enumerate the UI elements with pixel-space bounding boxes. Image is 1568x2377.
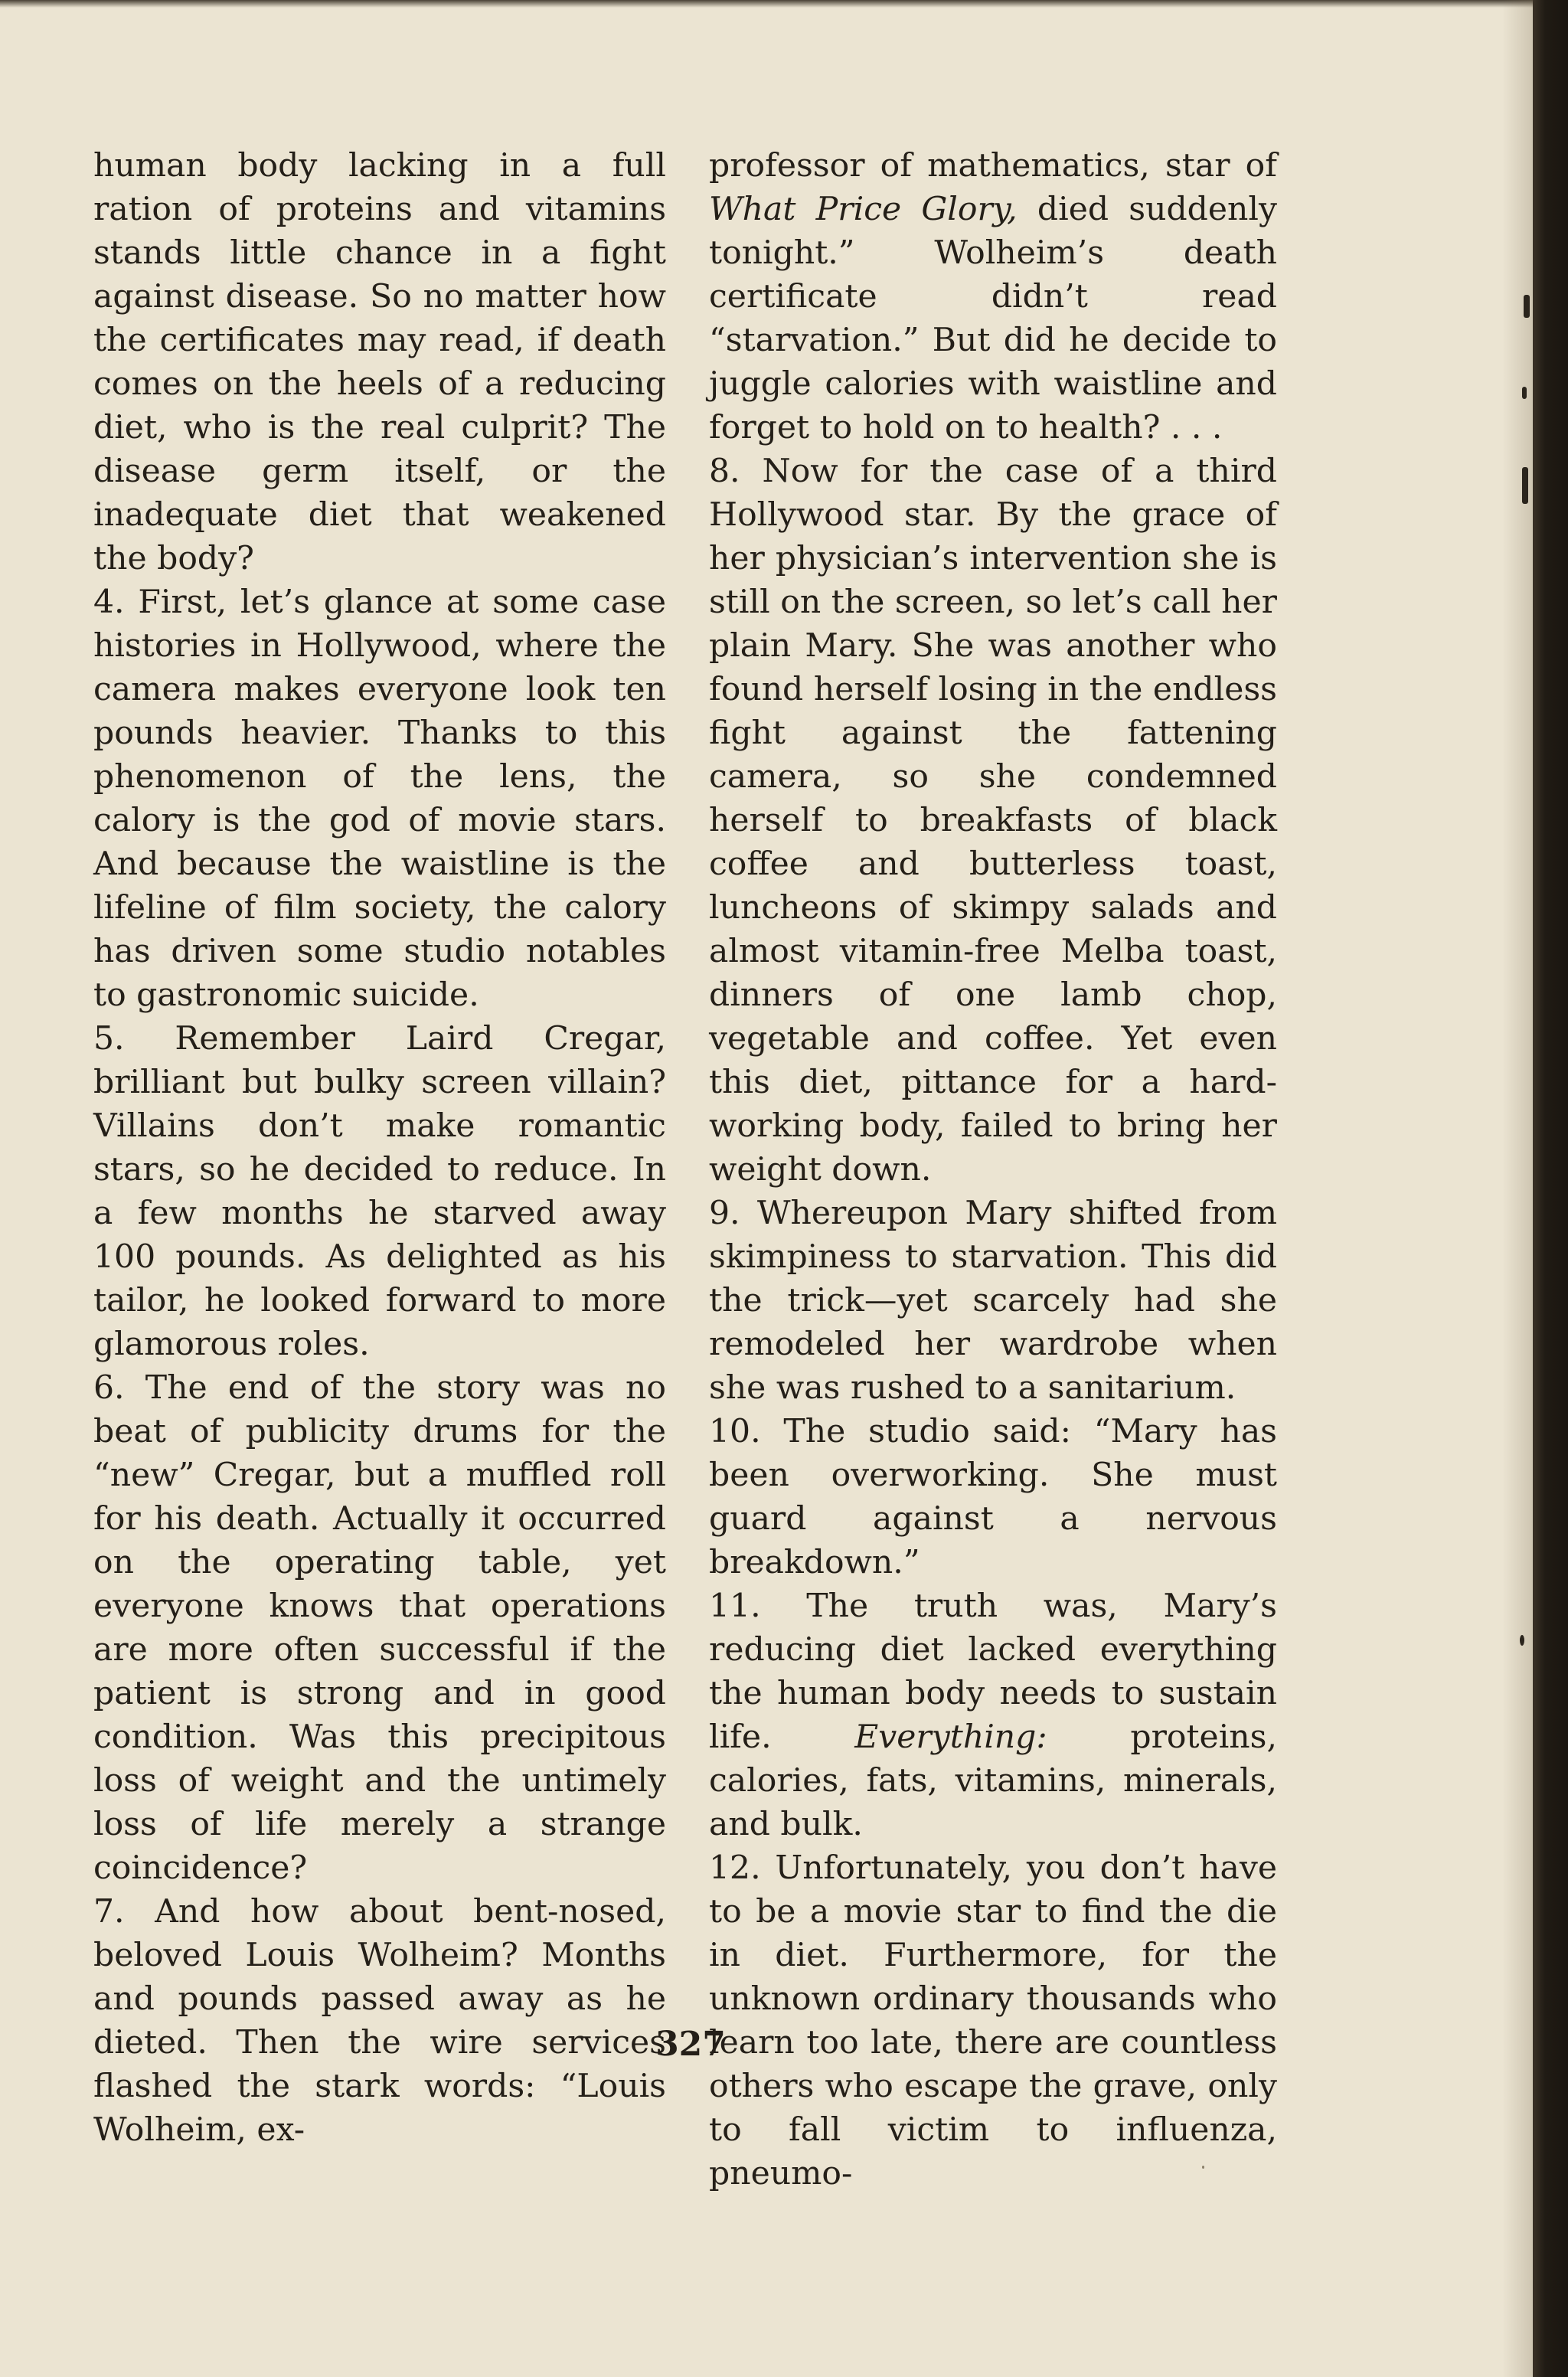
film-title: What Price Glory,: [709, 191, 1018, 228]
paragraph-4: 4. First, let’s glance at some case histories in Hollywood, where the camera makes everyone look ten pounds heavier. Thanks to this phenomenon of the lens, the calory is the god of movie stars. And because the waistline is the lifeline of film society, the calory has driven some studio notables to gastronomic suicide.: [93, 584, 666, 1014]
text-run: 11. The truth was, Mary’s reducing diet lacked everything the human body needs to sustain life.: [709, 1587, 1277, 1756]
paragraph-7-continued: [709, 144, 1277, 450]
binding-mark: [1524, 295, 1530, 318]
paragraph-9: 9. Whereupon Mary shifted from skimpiness to starvation. This did the trick—yet scarcely had she remodeled her wardrobe when she was rushed to a sanitarium.: [709, 1195, 1277, 1407]
book-binding-edge: [1533, 0, 1568, 2377]
page-number: 327: [655, 2025, 726, 2064]
paragraph-6: 6. The end of the story was no beat of publicity drums for the “new” Cregar, but a muffled roll for his death. Actually it occurred on the operating table, yet everyone knows that operations are more often successful if the patient is strong and in good condition. Was this precipitous loss of weight and the untimely loss of life merely a strange coincidence?: [93, 1369, 666, 1887]
binding-mark: [1522, 467, 1528, 504]
paragraph-10: 10. The studio said: “Mary has been overworking. She must guard against a nervous breakdown.”: [709, 1413, 1277, 1581]
right-text-column: [709, 144, 1277, 2196]
paragraph-7: 7. And how about bent-nosed, beloved Louis Wolheim? Months and pounds passed away as he dieted. Then the wire services flashed the stark words: “Louis Wolheim, ex-: [93, 1893, 666, 2149]
text-run: proteins, calories, fats, vitamins, minerals, and bulk.: [709, 1718, 1277, 1843]
binding-mark: [1522, 387, 1527, 399]
paper-speck: [1520, 1635, 1524, 1646]
emphasis: Everything:: [854, 1718, 1047, 1756]
text-run: professor of mathematics, star of: [709, 147, 1277, 185]
page-top-edge: [0, 0, 1568, 8]
paragraph-continued: human body lacking in a full ration of proteins and vitamins stands little chance in a fight against disease. So no matter how the certificates may read, if death comes on the heels of a reducing diet, who is the real culprit? The disease germ itself, or the inadequate diet that weakened the body?: [93, 147, 666, 577]
paragraph-11: [709, 1584, 1277, 1846]
text-run: died suddenly tonight.” Wolheim’s death certificate didn’t read “starvation.” But did he decide to juggle calories with waistline and forget to hold on to health? . . .: [709, 191, 1277, 446]
paragraph-12: 12. Unfortunately, you don’t have to be a movie star to find the die in diet. Furthermore, for the unknown ordinary thousands who learn too late, there are countless others who escape the grave, only to fall victim to influenza, pneumo-: [709, 1849, 1277, 2192]
left-text-column: [93, 144, 666, 2152]
paragraph-8: 8. Now for the case of a third Hollywood star. By the grace of her physician’s intervention she is still on the screen, so let’s call her plain Mary. She was another who found herself losing in the endless fight against the fattening camera, so she condemned herself to breakfasts of black coffee and butterless toast, luncheons of skimpy salads and almost vitamin-free Melba toast, dinners of one lamb chop, vegetable and coffee. Yet even this diet, pittance for a hard-working body, failed to bring her weight down.: [709, 453, 1277, 1188]
binding-shadow: [1502, 0, 1533, 2377]
paragraph-5: 5. Remember Laird Cregar, brilliant but bulky screen villain? Villains don’t make romantic stars, so he decided to reduce. In a few months he starved away 100 pounds. As delighted as his tailor, he looked forward to more glamorous roles.: [93, 1020, 666, 1363]
